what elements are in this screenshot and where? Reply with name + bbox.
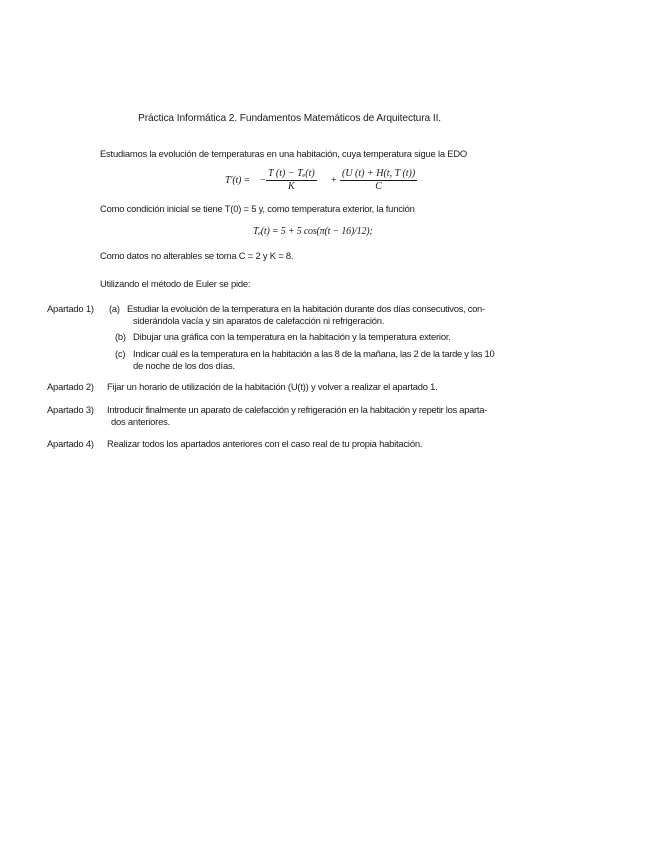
page-title: Práctica Informática 2. Fundamentos Matemáticos de Arquitectura II. xyxy=(138,113,442,124)
ode-fraction-1-denominator: K xyxy=(288,181,295,192)
item-c-label: (c) xyxy=(115,348,126,359)
item-c-line-2: de noche de los dos días. xyxy=(133,360,235,371)
apartado-3-label: Apartado 3) xyxy=(47,404,94,415)
item-a-line-2: siderándola vacía y sin aparatos de calefacción ni refrigeración. xyxy=(133,315,385,326)
ode-minus: − xyxy=(260,175,266,186)
ode-fraction-2 xyxy=(340,168,417,193)
item-c-line-1: Indicar cuál es la temperatura en la habitación a las 8 de la mañana, las 2 de la tarde y las 10 xyxy=(133,348,495,359)
ode-fraction-1-numerator: T (t) − Tₑ(t) xyxy=(268,168,315,179)
apartado-4-label: Apartado 4) xyxy=(47,438,94,449)
constants-text: Como datos no alterables se toma C = 2 y K = 8. xyxy=(100,250,294,261)
exterior-temperature-formula: Tₑ(t) = 5 + 5 cos(π(t − 16)/12); xyxy=(253,226,373,237)
intro-text: Estudiamos la evolución de temperaturas en una habitación, cuya temperatura sigue la EDO xyxy=(100,148,467,159)
apartado-3-line-1: Introducir finalmente un aparato de calefacción y refrigeración en la habitación y repetir los aparta- xyxy=(107,404,488,415)
apartado-3-line-2: dos anteriores. xyxy=(111,416,171,427)
item-b-text: Dibujar una gráfica con la temperatura en la habitación y la temperatura exterior. xyxy=(133,331,451,342)
apartado-2-label: Apartado 2) xyxy=(47,381,94,392)
apartado-2-text: Fijar un horario de utilización de la habitación (U(t)) y volver a realizar el apartado 1. xyxy=(107,381,438,392)
euler-intro-text: Utilizando el método de Euler se pide: xyxy=(100,278,251,289)
item-a-label: (a) xyxy=(109,303,120,314)
item-a-line-1: Estudiar la evolución de la temperatura en la habitación durante dos días consecutivos, con- xyxy=(127,303,485,314)
apartado-4-text: Realizar todos los apartados anteriores con el caso real de tu propia habitación. xyxy=(107,438,423,449)
ode-fraction-2-denominator: C xyxy=(375,181,382,192)
initial-condition-text: Como condición inicial se tiene T(0) = 5 y, como temperatura exterior, la función xyxy=(100,203,415,214)
ode-fraction-2-numerator: (U (t) + H(t, T (t)) xyxy=(342,168,416,179)
ode-fraction-1 xyxy=(266,168,317,193)
ode-plus: + xyxy=(331,175,337,186)
item-b-label: (b) xyxy=(115,331,126,342)
ode-lhs: T′(t) = xyxy=(225,175,251,186)
apartado-1-label: Apartado 1) xyxy=(47,303,94,314)
